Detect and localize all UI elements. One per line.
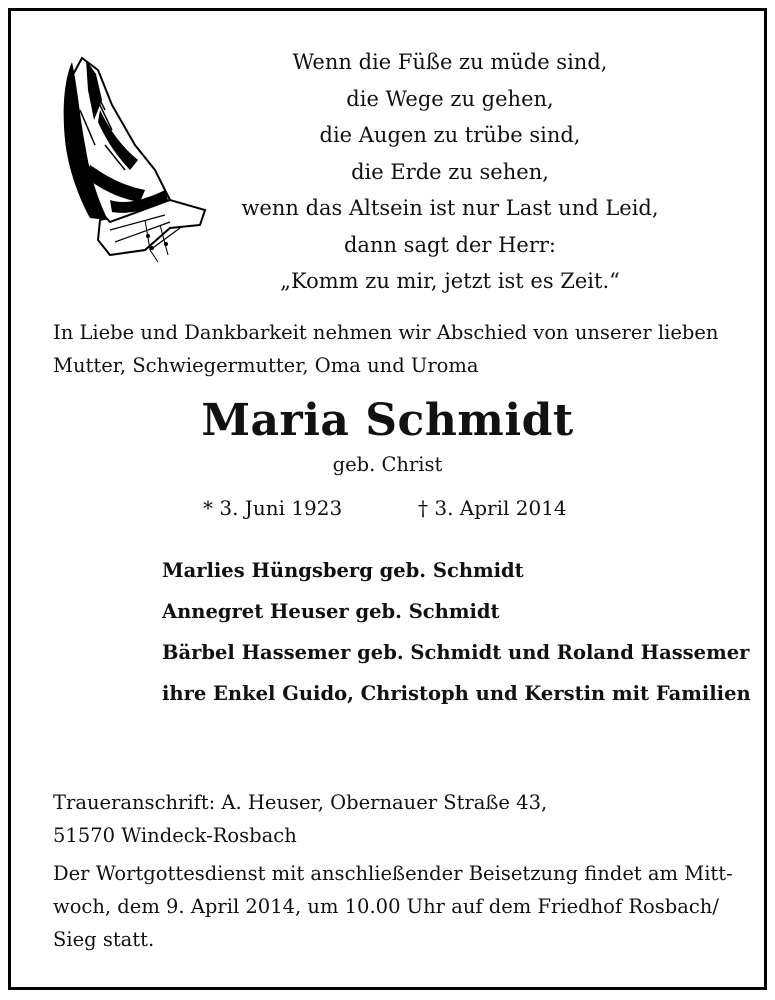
mourner: ihre Enkel Guido, Christoph und Kerstin mit Familien — [162, 682, 751, 705]
birth-date: * 3. Juni 1923 — [203, 496, 343, 520]
mourner: Marlies Hüngsberg geb. Schmidt — [162, 559, 524, 582]
service-line: woch, dem 9. April 2014, um 10.00 Uhr auf dem Friedhof Rosbach/ — [53, 895, 719, 918]
intro-line: In Liebe und Dankbarkeit nehmen wir Abschied von unserer lieben — [53, 321, 719, 344]
deceased-name: Maria Schmidt — [201, 395, 574, 446]
poem-line: die Erde zu sehen, — [351, 159, 549, 184]
poem-line: die Augen zu trübe sind, — [319, 123, 581, 147]
address-line: 51570 Windeck-Rosbach — [53, 824, 297, 847]
mourner: Bärbel Hassemer geb. Schmidt und Roland Hassemer — [162, 641, 750, 664]
mourners-list — [162, 550, 751, 714]
intro-text — [53, 316, 733, 382]
poem-line: wenn das Altsein ist nur Last und Leid, — [241, 196, 659, 220]
mourner: Annegret Heuser geb. Schmidt — [162, 600, 500, 623]
poem-line: „Komm zu mir, jetzt ist es Zeit.“ — [280, 269, 620, 293]
poem-line: die Wege zu gehen, — [346, 86, 554, 111]
address-line: Traueranschrift: A. Heuser, Obernauer Straße 43, — [53, 791, 548, 814]
service-notice — [53, 857, 733, 956]
service-line: Der Wortgottesdienst mit anschließender Beisetzung findet am Mitt- — [53, 862, 733, 885]
poem — [200, 44, 700, 300]
poem-line: dann sagt der Herr: — [343, 232, 557, 257]
service-line: Sieg statt. — [53, 928, 155, 951]
death-date: † 3. April 2014 — [418, 496, 567, 520]
mourning-address — [53, 786, 547, 852]
poem-line: Wenn die Füße zu müde sind, — [292, 50, 608, 74]
praying-hands-icon — [50, 50, 210, 265]
birth-name: geb. Christ — [332, 453, 443, 476]
intro-line: Mutter, Schwiegermutter, Oma und Uroma — [53, 354, 479, 377]
